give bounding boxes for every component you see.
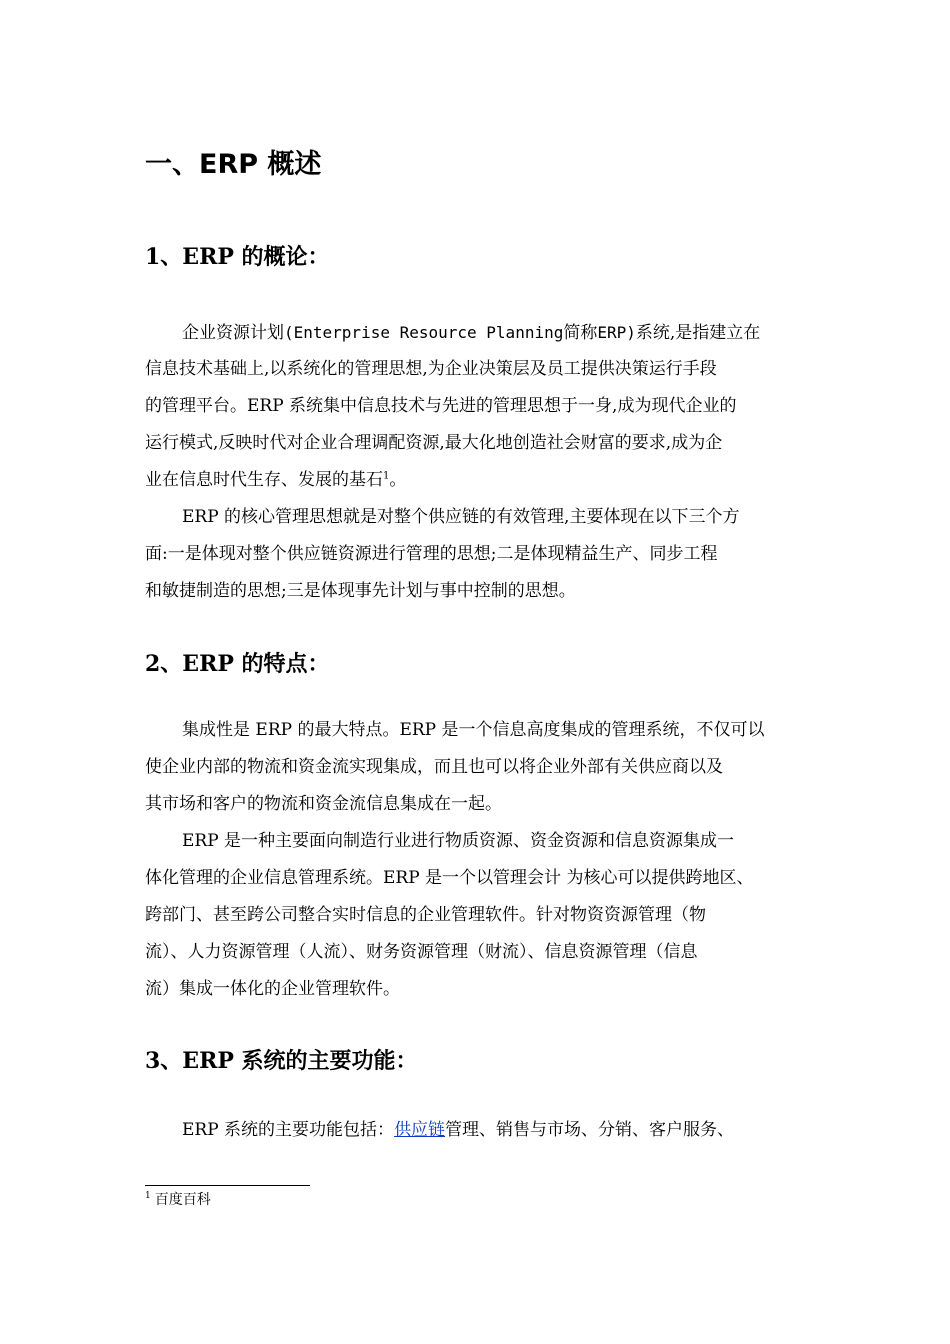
section-1-paragraph-1 [145,314,810,499]
text-line: 和敏捷制造的思想;三是体现事先计划与事中控制的思想。 [145,581,576,601]
text-line: 体化管理的企业信息管理系统。ERP 是一个以管理会计 为核心可以提供跨地区、 [145,868,754,888]
section-3-paragraph-1 [145,1112,810,1149]
text-line: ERP 的核心管理思想就是对整个供应链的有效管理,主要体现在以下三个方 [182,507,740,527]
section-1-paragraph-2 [145,499,810,610]
footnote [145,1190,211,1210]
text-line: 流）集成一体化的企业管理软件。 [145,979,400,999]
text-line: 集成性是 ERP 的最大特点。ERP 是一个信息高度集成的管理系统，不仅可以 [182,720,765,740]
text-line: 面:一是体现对整个供应链资源进行管理的思想;二是体现精益生产、同步工程 [145,544,718,564]
supply-chain-link[interactable]: 供应链 [394,1120,446,1140]
section-heading-3: 3、ERP 系统的主要功能： [145,1048,418,1074]
section-2-paragraph-2 [145,823,810,1008]
text-line: 跨部门、甚至跨公司整合实时信息的企业管理软件。针对物资资源管理（物 [145,905,706,925]
text-line: 信息技术基础上,以系统化的管理思想,为企业决策层及员工提供决策运行手段 [145,359,717,379]
text-line: 企业资源计划(Enterprise Resource Planning简称ERP)系统,是指建立在 [182,323,761,343]
text-line: 运行模式,反映时代对企业合理调配资源,最大化地创造社会财富的要求,成为企 [145,433,723,453]
page-title: 一、ERP 概述 [145,149,322,180]
footnote-text: 百度百科 [154,1192,211,1208]
text-line: 的管理平台。ERP 系统集中信息技术与先进的管理思想于一身,成为现代企业的 [145,396,737,416]
text-line: 流）、人力资源管理（人流）、财务资源管理（财流）、信息资源管理（信息 [145,942,698,962]
footnote-mark: 1 [145,1191,151,1202]
text-line: ERP 系统的主要功能包括：供应链管理、销售与市场、分销、客户服务、 [182,1120,735,1140]
section-heading-2: 2、ERP 的特点： [145,651,330,677]
text-line: 业在信息时代生存、发展的基石$^1$。 [145,470,407,490]
section-heading-1: 1、ERP 的概论： [145,244,330,270]
section-2-paragraph-1 [145,712,810,823]
footnote-separator [145,1185,310,1186]
text-line: 使企业内部的物流和资金流实现集成，而且也可以将企业外部有关供应商以及 [145,757,723,777]
footnote-reference[interactable]: 1 [383,470,390,482]
text-line: ERP 是一种主要面向制造行业进行物质资源、资金资源和信息资源集成一 [182,831,735,851]
text-line: 其市场和客户的物流和资金流信息集成在一起。 [145,794,502,814]
